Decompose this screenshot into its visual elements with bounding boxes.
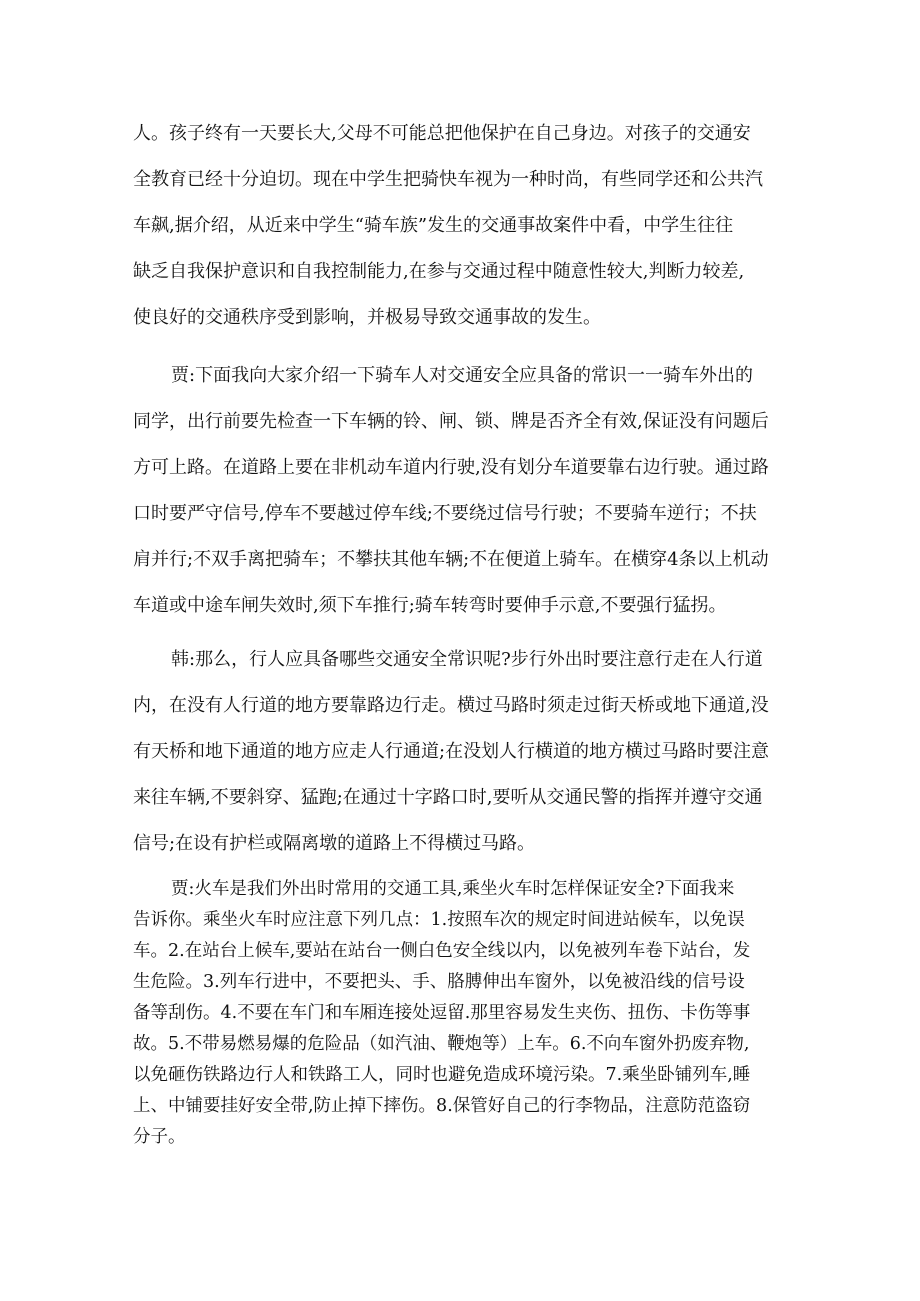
text-line: 有天桥和地下通道的地方应走人行通道;在没划人行横道的地方横过马路时要注意: [133, 741, 770, 762]
paragraph-2: [133, 353, 793, 629]
text-line: 分子。: [133, 1127, 186, 1147]
text-line: 车飙,据介绍，从近来中学生“骑车族”发生的交通事故案件中看，中学生往往: [133, 215, 734, 236]
text-line: 缺乏自我保护意识和自我控制能力,在参与交通过程中随意性较大,判断力较差,: [133, 261, 745, 282]
paragraph-3: [133, 637, 793, 867]
text-line: 故。5.不带易燃易爆的危险品（如汽油、鞭炮等）上车。6.不向车窗外扔废弃物,: [133, 1034, 750, 1054]
text-line: 贾:火车是我们外出时常用的交通工具,乘坐火车时怎样保证安全?下面我来: [171, 879, 735, 899]
text-line: 口时要严守信号,停车不要越过停车线;不要绕过信号行驶；不要骑车逆行；不扶: [133, 503, 757, 524]
paragraph-4: [133, 874, 793, 1153]
text-line: 内，在没有人行道的地方要靠路边行走。横过马路时须走过街天桥或地下通道,没: [133, 695, 769, 716]
text-line: 上、中铺要挂好安全带,防止掉下摔伤。8.保管好自己的行李物品，注意防范盗窃: [133, 1096, 751, 1116]
text-line: 告诉你。乘坐火车时应注意下列几点：1.按照车次的规定时间进站候车，以免误: [133, 910, 745, 930]
text-line: 方可上路。在道路上要在非机动车道内行驶,没有划分车道要靠右边行驶。通过路: [133, 457, 769, 478]
text-line: 以免砸伤铁路边行人和铁路工人，同时也避免造成环境污染。7.乘坐卧铺列车,睡: [133, 1065, 751, 1085]
text-line: 贾:下面我向大家介绍一下骑车人对交通安全应具备的常识一一骑车外出的: [171, 365, 754, 386]
text-line: 信号;在设有护栏或隔离墩的道路上不得横过马路。: [133, 833, 536, 854]
text-line: 来往车辆,不要斜穿、猛跑;在通过十字路口时,要听从交通民警的指挥并遵守交通: [133, 787, 763, 808]
text-line: 车道或中途车闸失效时,须下车推行;骑车转弯时要伸手示意,不要强行猛拐。: [133, 595, 727, 616]
paragraph-1: [133, 111, 793, 341]
text-line: 使良好的交通秩序受到影响，并极易导致交通事故的发生。: [133, 307, 601, 328]
text-line: 肩并行;不双手离把骑车；不攀扶其他车辆;不在便道上骑车。在横穿4条以上机动: [133, 549, 769, 570]
text-line: 同学，出行前要先检查一下车辆的铃、闸、锁、牌是否齐全有效,保证没有问题后: [133, 411, 769, 432]
text-line: 人。孩子终有一天要长大,父母不可能总把他保护在自己身边。对孩子的交通安: [133, 123, 751, 144]
text-line: 韩:那么，行人应具备哪些交通安全常识呢?步行外出时要注意行走在人行道: [171, 649, 763, 670]
text-line: 生危险。3.列车行进中，不要把头、手、胳膊伸出车窗外，以免被沿线的信号设: [133, 972, 745, 992]
text-line: 车。2.在站台上候车,要站在站台一侧白色安全线以内，以免被列车卷下站台，发: [133, 941, 751, 961]
text-line: 备等刮伤。4.不要在车门和车厢连接处逗留.那里容易发生夹伤、扭伤、卡伤等事: [133, 1003, 751, 1023]
text-line: 全教育已经十分迫切。现在中学生把骑快车视为一种时尚，有些同学还和公共汽: [133, 169, 763, 190]
